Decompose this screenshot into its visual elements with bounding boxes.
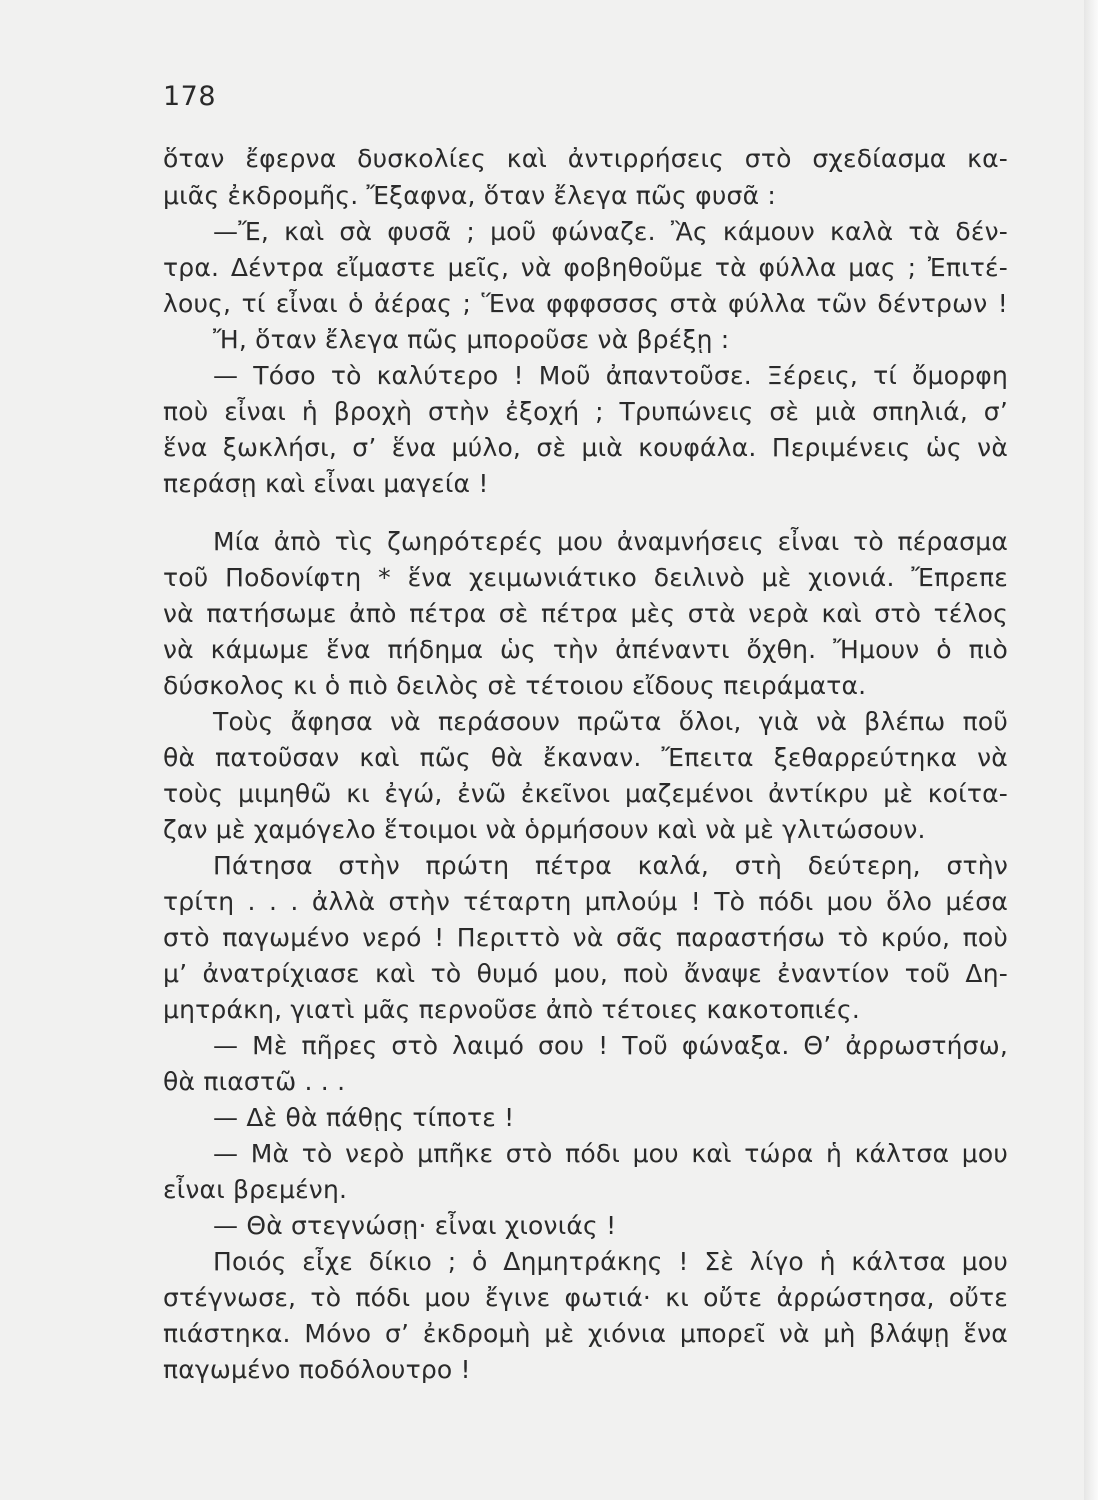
text-line: Ἤ, ὅταν ἔλεγα πῶς μποροῦσε νὰ βρέξῃ : [213, 325, 730, 354]
page-edge [1084, 0, 1098, 1500]
text-line: — Δὲ θὰ πάθῃς τίποτε ! [213, 1103, 515, 1132]
text-line: τρίτη . . . ἀλλὰ στὴν τέταρτη μπλούμ ! Τὸ πόδι μου ὅλο μέσα [163, 887, 1008, 916]
text-line: μητράκη, γιατὶ μᾶς περνοῦσε ἀπὸ τέτοιες κακοτοπιές. [163, 995, 860, 1024]
text-line: στὸ παγωμένο νερό ! Περιττὸ νὰ σᾶς παραστήσω τὸ κρύο, ποὺ [163, 923, 1008, 952]
text-line: —Ἔ, καὶ σὰ φυσᾶ ; μοῦ φώναζε. Ἂς κάμουν καλὰ τὰ δέν- [213, 217, 1008, 246]
text-line: Τοὺς ἄφησα νὰ περάσουν πρῶτα ὅλοι, γιὰ νὰ βλέπω ποῦ [213, 707, 1008, 736]
text-line: — Θὰ στεγνώσῃ· εἶναι χιονιάς ! [213, 1211, 617, 1240]
text-line: μ’ ἀνατρίχιασε καὶ τὸ θυμό μου, ποὺ ἄναψε ἐναντίον τοῦ Δη- [163, 959, 1008, 988]
text-line: πιάστηκα. Μόνο σ’ ἐκδρομὴ μὲ χιόνια μπορεῖ νὰ μὴ βλάψῃ ἕνα [163, 1319, 1008, 1348]
text-line: — Μὲ πῆρες στὸ λαιμό σου ! Τοῦ φώναξα. Θ’ ἀρρωστήσω, [213, 1031, 1008, 1060]
text-line: μιᾶς ἐκδρομῆς. Ἔξαφνα, ὅταν ἔλεγα πῶς φυσᾶ : [163, 181, 777, 210]
text-line: ζαν μὲ χαμόγελο ἕτοιμοι νὰ ὁρμήσουν καὶ νὰ μὲ γλιτώσουν. [163, 815, 926, 844]
text-line: ἕνα ξωκλήσι, σ’ ἕνα μύλο, σὲ μιὰ κουφάλα. Περιμένεις ὡς νὰ [163, 433, 1008, 462]
text-line: δύσκολος κι ὁ πιὸ δειλὸς σὲ τέτοιου εἴδους πειράματα. [163, 671, 867, 700]
text-line: εἶναι βρεμένη. [163, 1175, 348, 1204]
text-line: παγωμένο ποδόλουτρο ! [163, 1355, 471, 1384]
text-line: — Μὰ τὸ νερὸ μπῆκε στὸ πόδι μου καὶ τώρα ἡ κάλτσα μου [213, 1139, 1008, 1168]
text-line: τοῦ Ποδονίφτη * ἕνα χειμωνιάτικο δειλινὸ μὲ χιονιά. Ἔπρεπε [163, 563, 1008, 592]
text-line: Πάτησα στὴν πρώτη πέτρα καλά, στὴ δεύτερη, στὴν [213, 851, 1008, 880]
text-line: τρα. Δέντρα εἴμαστε μεῖς, νὰ φοβηθοῦμε τὰ φύλλα μας ; Ἐπιτέ- [163, 253, 1008, 282]
page-number: 178 [163, 81, 217, 112]
text-line: ὅταν ἔφερνα δυσκολίες καὶ ἀντιρρήσεις στὸ σχεδίασμα κα- [163, 144, 1008, 173]
text-line: θὰ πατοῦσαν καὶ πῶς θὰ ἔκαναν. Ἔπειτα ξεθαρρεύτηκα νὰ [163, 743, 1008, 772]
text-line: τοὺς μιμηθῶ κι ἐγώ, ἐνῶ ἐκεῖνοι μαζεμένοι ἀντίκρυ μὲ κοίτα- [163, 779, 1008, 808]
text-line: στέγνωσε, τὸ πόδι μου ἔγινε φωτιά· κι οὔτε ἀρρώστησα, οὔτε [163, 1283, 1008, 1312]
text-line: ποὺ εἶναι ἡ βροχὴ στὴν ἐξοχή ; Τρυπώνεις σὲ μιὰ σπηλιά, σ’ [163, 397, 1008, 426]
text-line: λους, τί εἶναι ὁ ἀέρας ; Ἕνα φφφσσσς στὰ φύλλα τῶν δέντρων ! [163, 289, 1008, 318]
text-line: θὰ πιαστῶ . . . [163, 1067, 346, 1096]
text-line: νὰ κάμωμε ἕνα πήδημα ὡς τὴν ἀπέναντι ὄχθη. Ἤμουν ὁ πιὸ [163, 635, 1008, 664]
text-line: περάσῃ καὶ εἶναι μαγεία ! [163, 469, 489, 498]
text-line: Ποιός εἶχε δίκιο ; ὁ Δημητράκης ! Σὲ λίγο ἡ κάλτσα μου [213, 1247, 1008, 1276]
text-line: νὰ πατήσωμε ἀπὸ πέτρα σὲ πέτρα μὲς στὰ νερὰ καὶ στὸ τέλος [163, 599, 1008, 628]
text-line: Μία ἀπὸ τὶς ζωηρότερές μου ἀναμνήσεις εἶναι τὸ πέρασμα [213, 527, 1008, 556]
text-line: — Τόσο τὸ καλύτερο ! Μοῦ ἀπαντοῦσε. Ξέρεις, τί ὄμορφη [213, 361, 1008, 390]
